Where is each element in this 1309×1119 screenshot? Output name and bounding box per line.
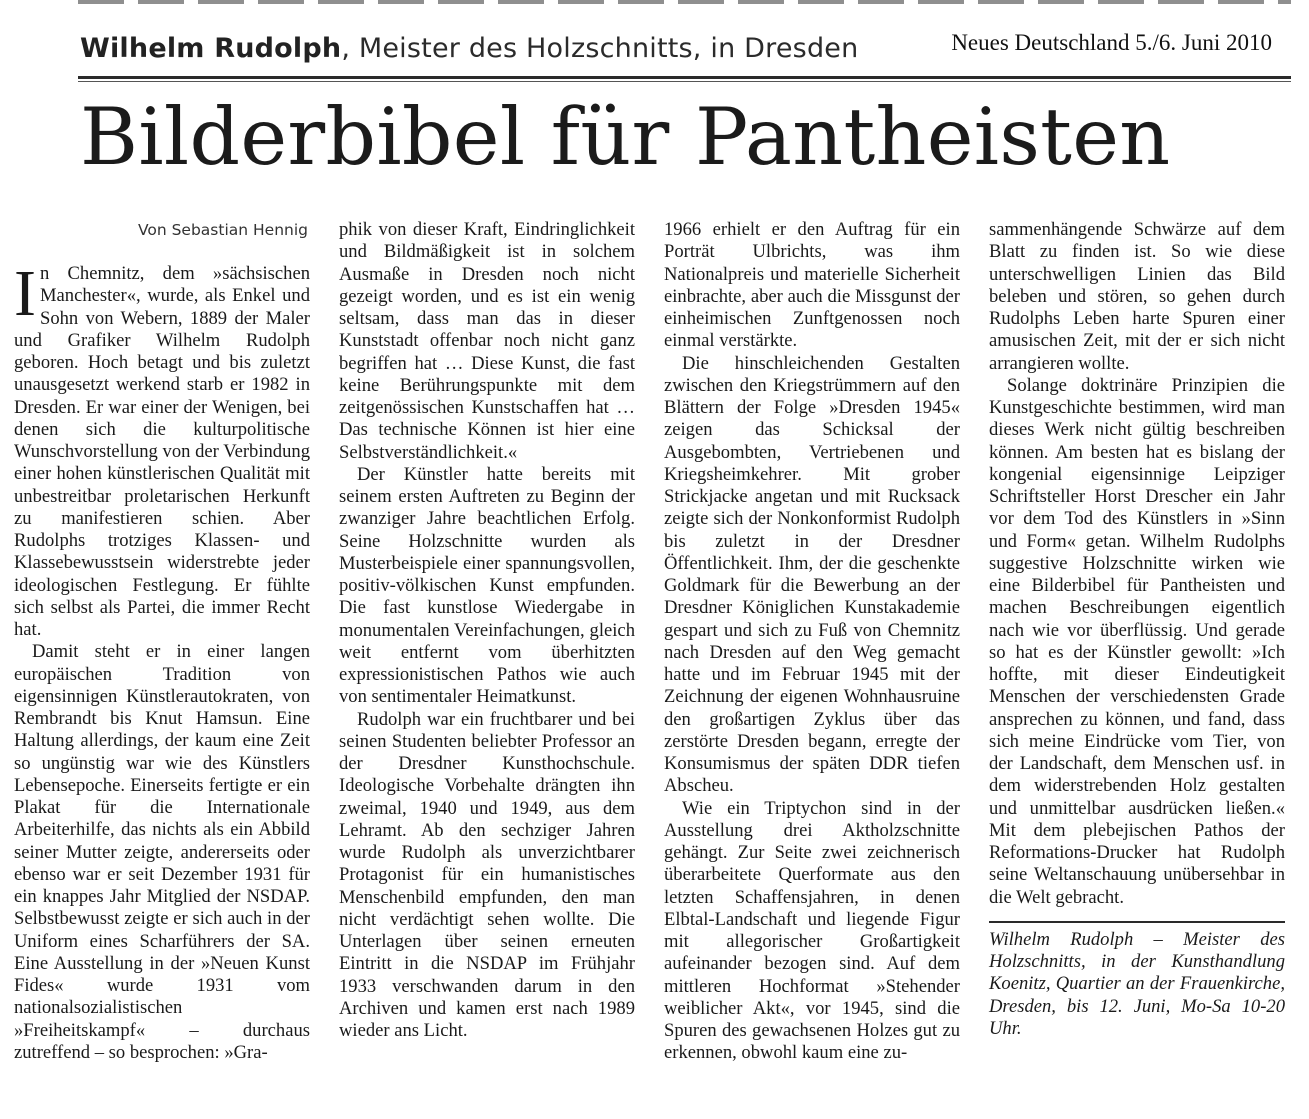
article-column-1: [14, 219, 310, 1064]
kicker-subtitle: , Meister des Holzschnitts, in Dresden: [341, 33, 859, 64]
exhibition-info: Wilhelm Rudolph – Meister des Holzschnitts, in der Kunsthandlung Koenitz, Quartier an der Frauenkirche, Dresden, bis 12. Juni, Mo-Sa 10-20 Uhr.: [989, 928, 1285, 1039]
article-column-2: [339, 219, 635, 1042]
article-column-3: [664, 219, 960, 1065]
article-paragraph: 1966 erhielt er den Auftrag für ein Porträt Ulbrichts, was ihm Nationalpreis und materielle Sicherheit einbrachte, aber auch die Missgunst der einheimischen Zunftgenossen noch einmal verstärkte.: [664, 219, 960, 352]
source-citation: Neues Deutschland 5./6. Juni 2010: [951, 30, 1272, 55]
top-decorative-rule: [78, 0, 1291, 4]
header-rule-thin: [78, 81, 1291, 82]
article-column-4: [989, 219, 1285, 1040]
article-paragraph: Solange doktrinäre Prinzipien die Kunstgeschichte bestimmen, wird man dieses Werk nicht gültig beschreiben können. Am besten hat es bislang der kongenial eigensinnige Leipziger Schriftsteller Horst Drescher ein Jahr vor dem Tod des Künstlers in »Sinn und Form« getan. Wilhelm Rudolphs suggestive Holzschnitte wirken wie eine Bilderbibel für Pantheisten und machen Beschreibungen eigentlich nach wie vor überflüssig. Und gerade so hat es der Künstler gewollt: »Ich hoffte, mit dieser Eindeutigkeit Menschen der verschiedensten Grade ansprechen zu können, und fand, dass sich meine Eindrücke vom Tier, von der Landschaft, dem Menschen usf. in dem widerstrebenden Holz gestalten und unmittelbar ausdrücken ließen.« Mit dem plebejischen Pathos der Reformations-Drucker hat Rudolph seine Weltanschauung unübersehbar in die Welt gebracht.: [989, 374, 1285, 908]
article-paragraph: Der Künstler hatte bereits mit seinem ersten Auftreten zu Beginn der zwanziger Jahre beachtlichen Erfolg. Seine Holzschnitte wurden als Musterbeispiele einer spannungsvollen, positiv-völkischen Kunst empfunden. Die fast kunstlose Wiedergabe in monumentalen Vereinfachungen, gleich weit entfernt vom überhitzten expressionistischen Pathos wie auch von sentimentaler Heimatkunst.: [339, 463, 635, 708]
drop-cap: I: [14, 257, 36, 330]
article-paragraph: Damit steht er in einer langen europäischen Tradition von eigensinnigen Künstlerautokraten, von Rembrandt bis Knut Hamsun. Eine Haltung allerdings, der kaum eine Zeit so ungünstig war wie des Künstlers Lebensepoche. Einerseits fertigte er ein Plakat für die Internationale Arbeiterhilfe, das nichts als ein Abbild seiner Mutter zeigte, andererseits oder ebenso war er seit Dezember 1931 für ein knappes Jahr Mitglied der NSDAP. Selbstbewusst zeigte er sich auch in der Uniform eines Scharführers der SA. Eine Ausstellung in der »Neuen Kunst Fides« wurde 1931 vom nationalsozialistischen »Freiheitskampf« – durchaus zutreffend – so besprochen: »Gra-: [14, 641, 310, 1063]
article-paragraph: Wie ein Triptychon sind in der Ausstellung drei Aktholzschnitte gehängt. Zur Seite zwei zeichnerisch überarbeitete Querformate aus den letzten Schaffensjahren, in denen Elbtal-Landschaft und liegende Figur mit allegorischer Großartigkeit aufeinander bezogen sind. Auf dem mittleren Hochformat »Stehender weiblicher Akt«, vor 1945, sind die Spuren des gewachsenen Holzes gut zu erkennen, obwohl kaum eine zu-: [664, 797, 960, 1064]
article-paragraph: Die hinschleichenden Gestalten zwischen den Kriegstrümmern auf den Blättern der Folge »Dresden 1945« zeigen das Schicksal der Ausgebombten, Vertriebenen und Kriegsheimkehrer. Mit grober Strickjacke angetan und mit Rucksack zeigte sich der Nonkonformist Rudolph bis zuletzt in der Dresdner Öffentlichkeit. Ihm, der die geschenkte Goldmark für die Bewerbung an der Dresdner Königlichen Kunstakademie gespart und sich zu Fuß von Chemnitz nach Dresden auf den Weg gemacht hatte und im Februar 1945 mit der Zeichnung der eigenen Wohnhausruine den großartigen Zyklus über das zerstörte Dresden begann, erregte der Konsumismus der späten DDR tiefen Abscheu.: [664, 352, 960, 797]
article-paragraph: [14, 257, 310, 641]
header-rule-thick: [78, 76, 1291, 79]
kicker-name: Wilhelm Rudolph: [80, 33, 342, 64]
paragraph-text: n Chemnitz, dem »sächsischen Manchester«, wurde, als Enkel und Sohn von Webern, 1889 der Maler und Grafiker Wilhelm Rudolph geboren. Hoch betagt und bis zuletzt unausgesetzt werkend starb er 1982 in Dresden. Er war einer der Wenigen, bei denen sich die kulturpolitische Wunschvorstellung von der Verbindung einer hohen künstlerischen Qualität mit unbestreitbar proletarischen Herkunft zu manifestieren schien. Aber Rudolphs trotziges Klassen- und Klassebewusstsein widerstrebte jeder ideologischen Festlegung. Er fühlte sich selbst als Partei, die immer Recht hat.: [14, 263, 310, 640]
article-paragraph: phik von dieser Kraft, Eindringlichkeit und Bildmäßigkeit ist in solchem Ausmaße in Dresden noch nicht gezeigt worden, und es ist ein wenig seltsam, dass man das in dieser Kunststadt offenbar noch nicht ganz begriffen hat … Diese Kunst, die fast keine Berührungspunkte mit dem zeitgenössischen Kunstschaffen hat … Das technische Können ist hier eine Selbstverständlichkeit.«: [339, 219, 635, 463]
kicker: [80, 33, 858, 64]
article-paragraph: sammenhängende Schwärze auf dem Blatt zu finden ist. So wie diese unterschwelligen Linien das Bild beleben und stören, so gehen durch Rudolphs Leben harte Spuren einer amusischen Zeit, mit der er sich nicht arrangieren wollte.: [989, 219, 1285, 374]
headline: Bilderbibel für Pantheisten: [80, 91, 1171, 183]
byline: Von Sebastian Hennig: [137, 221, 308, 239]
infobox-rule: [989, 921, 1285, 923]
article-paragraph: Rudolph war ein fruchtbarer und bei seinen Studenten beliebter Professor an der Dresdner Kunsthochschule. Ideologische Vorbehalte drängten ihn zweimal, 1940 und 1949, aus dem Lehramt. Ab den sechziger Jahren wurde Rudolph als unverzichtbarer Protagonist für ein humanistisches Menschenbild empfunden, den man nicht verdächtigt sehen wollte. Die Unterlagen über seinen erneuten Eintritt in die NSDAP im Frühjahr 1933 verschwanden darum in den Archiven und kamen erst nach 1989 wieder ans Licht.: [339, 708, 635, 1041]
